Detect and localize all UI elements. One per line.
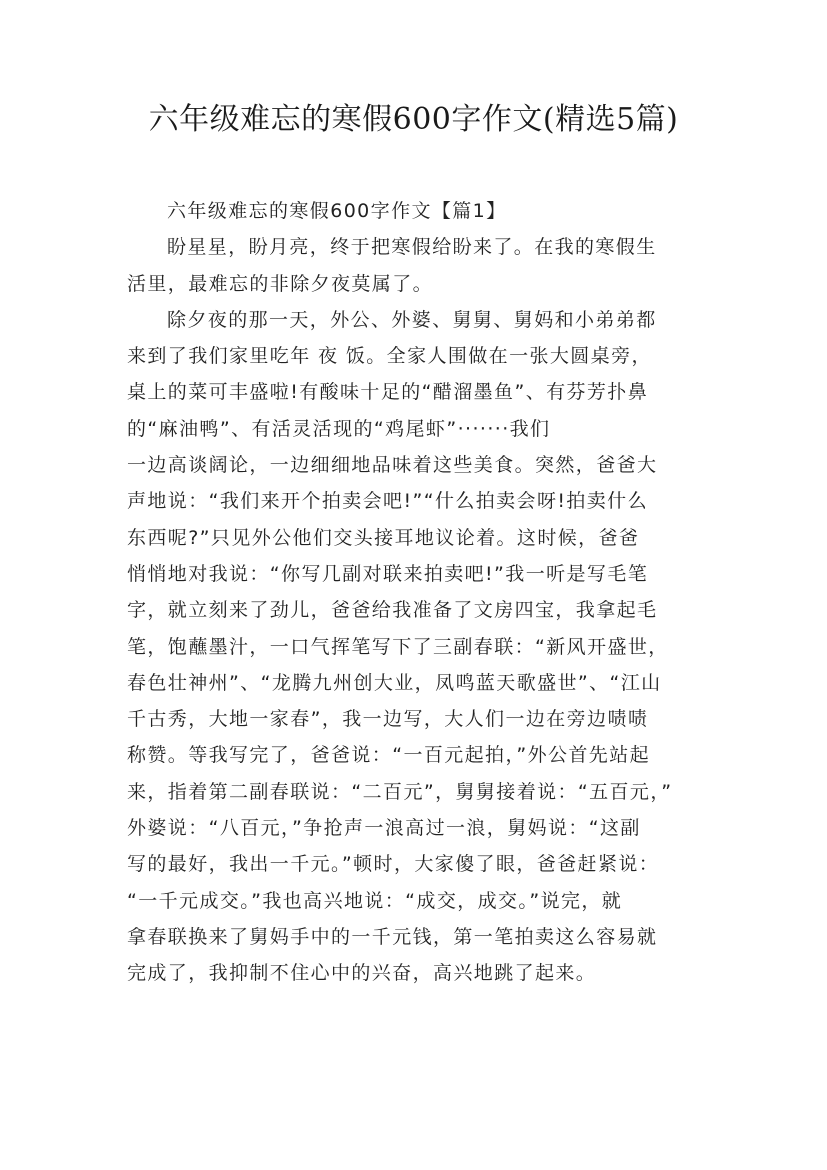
text-line: 桌上的菜可丰盛啦!有酸味十足的“醋溜墨鱼”、有芬芳扑鼻 — [127, 381, 649, 404]
section-heading: 六年级难忘的寒假600字作文【篇1】 — [167, 200, 507, 222]
essay-body — [127, 193, 727, 992]
text-line: “一千元成交。”我也高兴地说：“成交，成交。”说完，就 — [127, 889, 623, 912]
text-line: 写的最好，我出一千元。”顿时，大家傻了眼，爸爸赶紧说： — [127, 853, 660, 876]
text-line: 一边高谈阔论，一边细细地品味着这些美食。突然，爸爸大 — [127, 454, 658, 477]
text-line: 笔，饱蘸墨汁，一口气挥笔写下了三副春联：“新风开盛世， — [127, 635, 669, 658]
text-line: 的“麻油鸭”、有活灵活现的“鸡尾虾”·······我们 — [127, 417, 551, 440]
text-line: 完成了，我抑制不住心中的兴奋，高兴地跳了起来。 — [127, 962, 597, 985]
text-line: 东西呢?”只见外公他们交头接耳地议论着。这时候，爸爸 — [127, 526, 640, 549]
text-line: 悄悄地对我说：“你写几副对联来拍卖吧!”我一听是写毛笔 — [127, 562, 649, 585]
text-line: 拿春联换来了舅妈手中的一千元钱，第一笔拍卖这么容易就 — [127, 925, 658, 948]
text-line: 声地说：“我们来开个拍卖会吧!”“什么拍卖会呀!拍卖什么 — [127, 490, 648, 513]
text-line: 盼星星，盼月亮，终于把寒假给盼来了。在我的寒假生 — [167, 236, 657, 259]
text-line: 春色壮神州”、“龙腾九州创大业，凤鸣蓝天歌盛世”、“江山 — [127, 671, 662, 694]
text-line: 活里，最难忘的非除夕夜莫属了。 — [127, 272, 434, 295]
text-line: 来到了我们家里吃年 夜 饭。全家人围做在一张大圆桌旁， — [127, 345, 652, 368]
text-line: 字，就立刻来了劲儿，爸爸给我准备了文房四宝，我拿起毛 — [127, 599, 658, 622]
text-line: 称赞。等我写完了，爸爸说：“一百元起拍，”外公首先站起 — [127, 744, 650, 767]
text-line: 来，指着第二副春联说：“二百元”，舅舅接着说：“五百元，” — [127, 780, 673, 803]
document-title: 六年级难忘的寒假600字作文(精选5篇) — [148, 102, 679, 137]
text-line: 除夕夜的那一天，外公、外婆、舅舅、舅妈和小弟弟都 — [167, 308, 657, 331]
text-line: 外婆说：“八百元，”争抢声一浪高过一浪，舅妈说：“这副 — [127, 817, 641, 840]
text-line: 千古秀，大地一家春”，我一边写，大人们一边在旁边啧啧 — [127, 708, 649, 731]
